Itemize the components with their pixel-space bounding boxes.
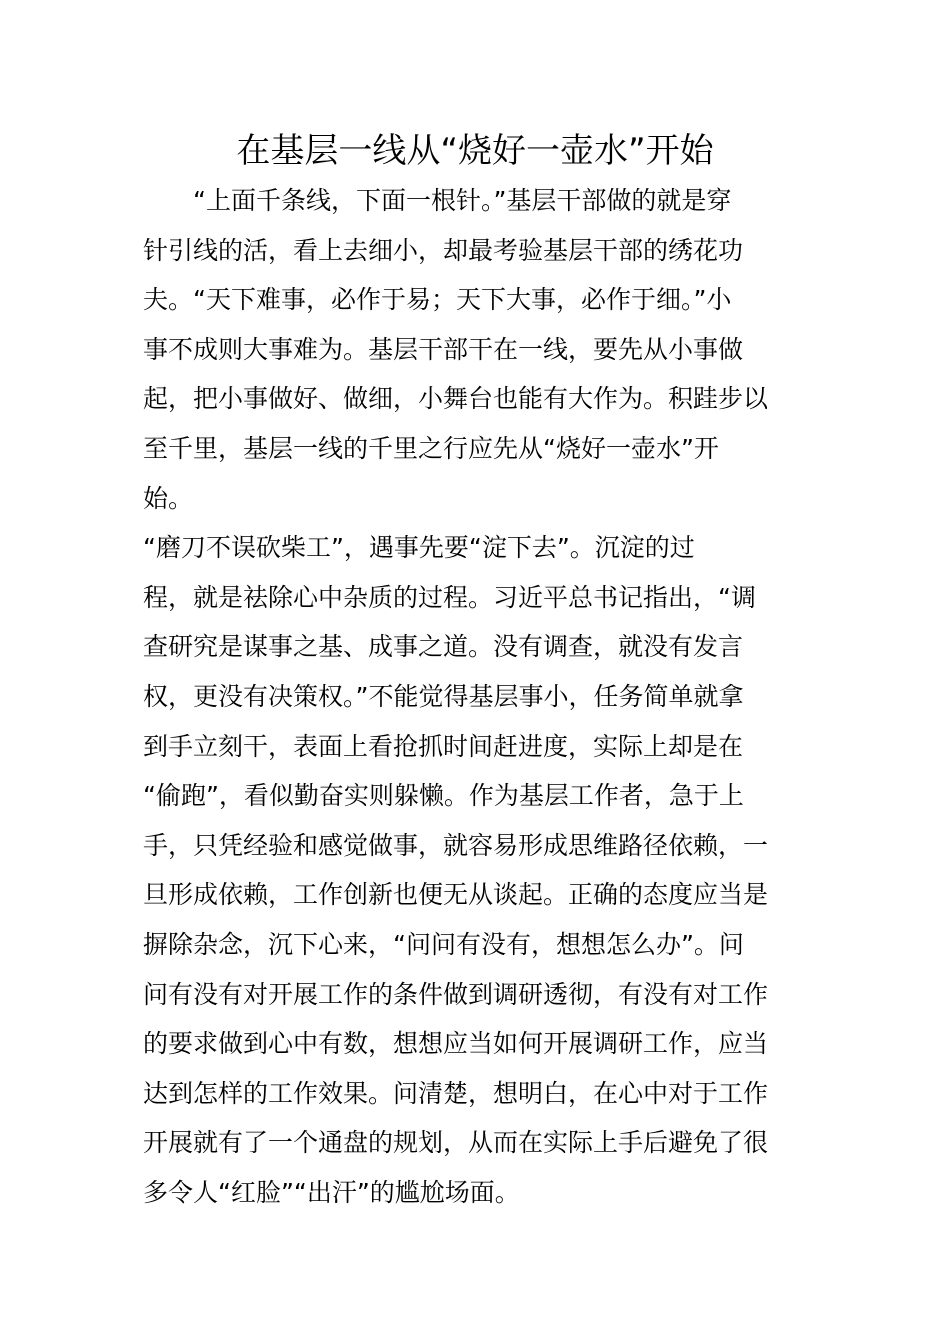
text-line: 开展就有了一个通盘的规划，从而在实际上手后避免了很 xyxy=(143,1128,769,1158)
text-line: 至千里，基层一线的千里之行应先从“烧好一壶水”开 xyxy=(143,433,719,463)
document-title: 在基层一线从“烧好一壶水”开始 xyxy=(236,131,714,171)
text-line: 权，更没有决策权。”不能觉得基层事小，任务简单就拿 xyxy=(143,681,744,711)
text-line: 始。 xyxy=(143,483,194,513)
text-line: “磨刀不误砍柴工”，遇事先要“淀下去”。沉淀的过 xyxy=(143,533,695,563)
text-line: 手，只凭经验和感觉做事，就容易形成思维路径依赖，一 xyxy=(143,830,769,860)
text-line: 事不成则大事难为。基层干部干在一线，要先从小事做 xyxy=(143,334,744,364)
text-line: 旦形成依赖，工作创新也便无从谈起。正确的态度应当是 xyxy=(143,880,769,910)
text-line: “上面千条线，下面一根针。”基层干部做的就是穿 xyxy=(143,186,732,215)
text-line: 多令人“红脸”“出汗”的尴尬场面。 xyxy=(143,1177,520,1207)
text-line: 摒除杂念，沉下心来，“问问有没有，想想怎么办”。问 xyxy=(143,929,744,959)
text-line: 夫。“天下难事，必作于易；天下大事，必作于细。”小 xyxy=(143,285,732,315)
text-line: 的要求做到心中有数，想想应当如何开展调研工作，应当 xyxy=(143,1029,769,1059)
text-line: 查研究是谋事之基、成事之道。没有调查，就没有发言 xyxy=(143,632,744,662)
text-line: “偷跑”，看似勤奋实则躲懒。作为基层工作者，急于上 xyxy=(143,781,744,811)
text-line: 达到怎样的工作效果。问清楚，想明白，在心中对于工作 xyxy=(143,1078,769,1108)
text-line: 程，就是祛除心中杂质的过程。习近平总书记指出，“调 xyxy=(143,582,756,612)
document-body xyxy=(143,176,808,1217)
text-line: 到手立刻干，表面上看抢抓时间赶进度，实际上却是在 xyxy=(143,731,744,761)
text-line: 起，把小事做好、做细，小舞台也能有大作为。积跬步以 xyxy=(143,384,769,414)
text-line: 针引线的活，看上去细小，却最考验基层干部的绣花功 xyxy=(143,235,744,265)
text-line: 问有没有对开展工作的条件做到调研透彻，有没有对工作 xyxy=(143,979,769,1009)
